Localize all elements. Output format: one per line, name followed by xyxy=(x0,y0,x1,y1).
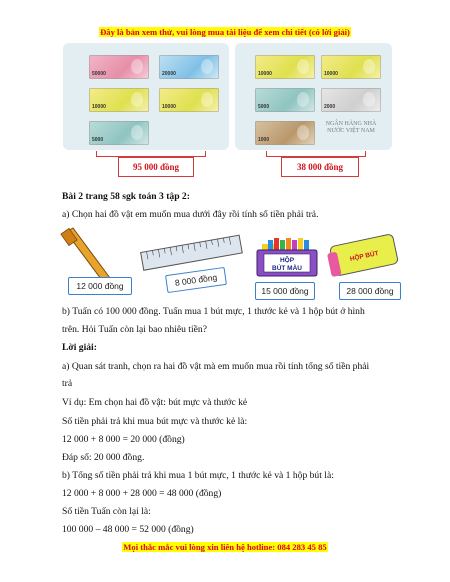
total-label-left: 95 000 đồng xyxy=(118,157,194,177)
question-b-line2: trên. Hỏi Tuấn còn lại bao nhiêu tiền? xyxy=(62,324,207,335)
solution-line: Số tiền Tuấn còn lại là: xyxy=(62,506,151,517)
solution-line: trả xyxy=(62,378,73,389)
svg-text:HỘP: HỘP xyxy=(279,257,295,264)
solution-line: a) Quan sát tranh, chọn ra hai đồ vật mà em muốn mua rồi tính tổng số tiền phải xyxy=(62,361,370,372)
pencil-case-icon xyxy=(327,234,399,277)
banknote: 10000 xyxy=(159,88,219,112)
banknote: 50000 xyxy=(89,55,149,79)
solution-line: Đáp số: 20 000 đồng. xyxy=(62,452,145,463)
banknote: 20000 xyxy=(159,55,219,79)
price-tag-pencil-case: 28 000 đồng xyxy=(339,282,401,300)
banknote: 2000 xyxy=(321,88,381,112)
crayon-box-icon xyxy=(257,238,317,276)
solution-line: Số tiền phải trả khi mua bút mực và thước kẻ là: xyxy=(62,416,248,427)
bank-note-caption: NGÂN HÀNG NHÀ NƯỚC VIỆT NAM xyxy=(325,121,377,134)
solution-line: 12 000 + 8 000 + 28 000 = 48 000 (đồng) xyxy=(62,488,222,499)
total-label-right: 38 000 đồng xyxy=(281,157,359,177)
banknote: 10000 xyxy=(89,88,149,112)
price-tag-pen: 12 000 đồng xyxy=(68,277,132,295)
price-tag-crayon-box: 15 000 đồng xyxy=(255,282,315,300)
solution-heading: Lời giải: xyxy=(62,342,97,353)
ruler-icon xyxy=(141,235,243,270)
svg-text:BÚT MÀU: BÚT MÀU xyxy=(272,265,302,272)
solution-line: 100 000 – 48 000 = 52 000 (đồng) xyxy=(62,524,194,535)
money-panel-right xyxy=(235,43,392,150)
preview-banner-text: Đây là bản xem thử, vui lòng mua tài liệu để xem chi tiết (có lời giải) xyxy=(100,27,350,37)
banknote: 10000 xyxy=(255,55,315,79)
question-b-line1: b) Tuấn có 100 000 đồng. Tuấn mua 1 bút mực, 1 thước kẻ và 1 hộp bút ở hình xyxy=(62,306,365,317)
price-tag-ruler: 8 000 đồng xyxy=(165,267,227,293)
solution-line: b) Tổng số tiền phải trả khi mua 1 bút mực, 1 thước kẻ và 1 hộp bút là: xyxy=(62,470,334,481)
hotline-banner-text: Mọi thắc mắc vui lòng xin liên hệ hotline: 084 283 45 85 xyxy=(123,542,327,552)
question-a: a) Chọn hai đồ vật em muốn mua dưới đây rồi tính số tiền phải trả. xyxy=(62,209,319,220)
banknote: 5000 xyxy=(255,88,315,112)
money-panel-left xyxy=(63,43,229,150)
preview-banner xyxy=(0,27,450,37)
solution-line: Ví dụ: Em chọn hai đồ vật: bút mực và thước kẻ xyxy=(62,397,248,408)
exercise-title: Bài 2 trang 58 sgk toán 3 tập 2: xyxy=(62,191,190,202)
banknote: 10000 xyxy=(321,55,381,79)
svg-text:HỘP BÚT: HỘP BÚT xyxy=(349,250,380,263)
solution-line: 12 000 + 8 000 = 20 000 (đồng) xyxy=(62,434,185,445)
hotline-banner xyxy=(0,542,450,552)
banknote: 5000 xyxy=(89,121,149,145)
banknote: 1000 xyxy=(255,121,315,145)
